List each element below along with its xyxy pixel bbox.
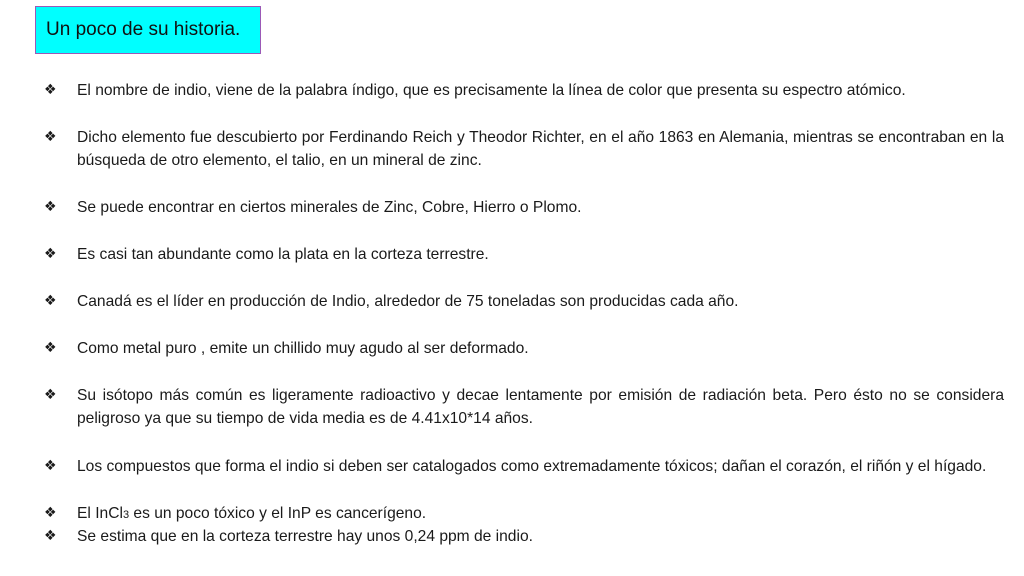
diamond-bullet-icon: ❖ bbox=[44, 293, 57, 309]
bullet-text-start: El InCl bbox=[77, 505, 123, 522]
bullet-text-end: es un poco tóxico y el InP es cancerígeno. bbox=[129, 505, 427, 522]
diamond-bullet-icon: ❖ bbox=[44, 458, 57, 474]
bullet-item bbox=[44, 455, 1004, 478]
bullet-item bbox=[44, 243, 1004, 266]
bullet-text: Canadá es el líder en producción de Indio, alrededor de 75 toneladas son producidas cada año. bbox=[77, 293, 739, 310]
diamond-bullet-icon: ❖ bbox=[44, 505, 57, 521]
diamond-bullet-icon: ❖ bbox=[44, 340, 57, 356]
bullet-text: Su isótopo más común es ligeramente radioactivo y decae lentamente por emisión de radiación beta. Pero ésto no se considera peligroso ya que su tiempo de vida media es de 4.41x10*14 años. bbox=[77, 387, 1004, 427]
bullet-item bbox=[44, 525, 1004, 548]
diamond-bullet-icon: ❖ bbox=[44, 199, 57, 215]
bullet-item bbox=[44, 337, 1004, 360]
subscript-three: 3 bbox=[122, 509, 130, 521]
bullet-text: Como metal puro , emite un chillido muy agudo al ser deformado. bbox=[77, 340, 529, 357]
bullet-text: Se puede encontrar en ciertos minerales de Zinc, Cobre, Hierro o Plomo. bbox=[77, 199, 582, 216]
bullet-text: Dicho elemento fue descubierto por Ferdinando Reich y Theodor Richter, en el año 1863 en Alemania, mientras se encontraban en la búsqueda de otro elemento, el talio, en un mineral de zinc. bbox=[77, 129, 1004, 169]
diamond-bullet-icon: ❖ bbox=[44, 387, 57, 403]
bullet-item bbox=[44, 126, 1004, 172]
bullet-text: El nombre de indio, viene de la palabra índigo, que es precisamente la línea de color que presenta su espectro atómico. bbox=[77, 82, 906, 99]
slide-title-box bbox=[35, 6, 261, 54]
diamond-bullet-icon: ❖ bbox=[44, 129, 57, 145]
bullet-item bbox=[44, 79, 1004, 102]
diamond-bullet-icon: ❖ bbox=[44, 528, 57, 544]
slide-title: Un poco de su historia. bbox=[46, 19, 241, 40]
diamond-bullet-icon: ❖ bbox=[44, 246, 57, 262]
bullet-item bbox=[44, 290, 1004, 313]
bullet-item bbox=[44, 502, 1004, 527]
bullet-item bbox=[44, 196, 1004, 219]
bullet-text: Se estima que en la corteza terrestre hay unos 0,24 ppm de indio. bbox=[77, 528, 533, 545]
bullet-text bbox=[77, 502, 1004, 527]
bullet-text: Es casi tan abundante como la plata en la corteza terrestre. bbox=[77, 246, 489, 263]
bullet-text: Los compuestos que forma el indio si deben ser catalogados como extremadamente tóxicos; dañan el corazón, el riñón y el hígado. bbox=[77, 458, 987, 475]
diamond-bullet-icon: ❖ bbox=[44, 82, 57, 98]
bullet-item bbox=[44, 384, 1004, 430]
